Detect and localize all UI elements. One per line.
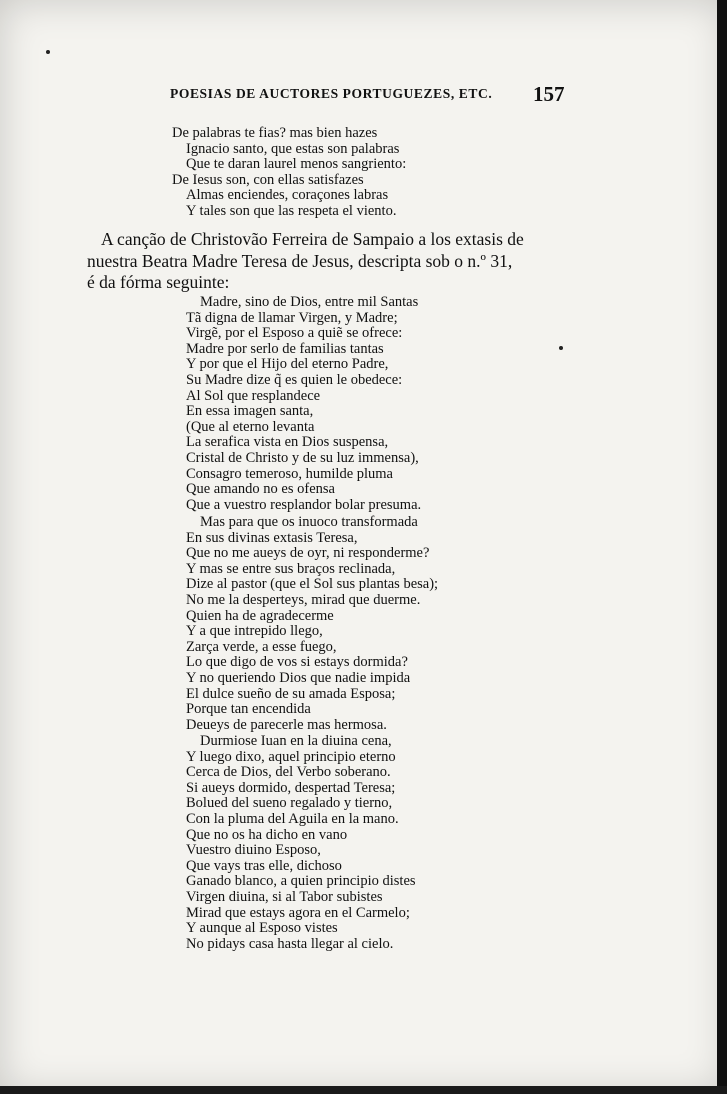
verse-line: Virgẽ, por el Esposo a quiẽ se ofrece: xyxy=(186,325,403,342)
verse-line: No pidays casa hasta llegar al cielo. xyxy=(186,935,394,952)
verse-line: De Iesus son, con ellas satisfazes xyxy=(172,171,364,188)
intro-line: nuestra Beatra Madre Teresa de Jesus, descripta sob o n.º 31, xyxy=(87,250,513,271)
verse-line: Y aunque al Esposo vistes xyxy=(186,920,338,937)
verse-line: Y tales son que las respeta el viento. xyxy=(186,202,397,219)
verse-line: Al Sol que resplandece xyxy=(186,387,321,404)
verse-line: Que amando no es ofensa xyxy=(186,481,335,498)
verse-line: No me la desperteys, mirad que duerme. xyxy=(186,591,421,608)
scan-speck xyxy=(46,50,50,54)
verse-line: Que no me aueys de oyr, ni responderme? xyxy=(186,545,430,562)
scan-speck xyxy=(559,346,563,350)
verse-line: En sus divinas extasis Teresa, xyxy=(186,529,358,546)
verse-line: Con la pluma del Aguila en la mano. xyxy=(186,810,399,827)
verse-line: Bolued del sueno regalado y tierno, xyxy=(186,795,393,812)
intro-line: é da fórma seguinte: xyxy=(87,272,230,292)
scan-edge-bottom xyxy=(0,1086,727,1094)
verse-line: Porque tan encendida xyxy=(186,701,311,718)
verse-line: Ignacio santo, que estas son palabras xyxy=(186,140,400,157)
intro-paragraph xyxy=(87,229,565,294)
verse-line: Que a vuestro resplandor bolar presuma. xyxy=(186,496,422,513)
top-stanza xyxy=(172,126,406,220)
verse-line: Virgen diuina, si al Tabor subistes xyxy=(186,888,383,905)
verse-line: Y no queriendo Dios que nadie impida xyxy=(186,669,411,686)
verse-line: Mirad que estays agora en el Carmelo; xyxy=(186,904,410,921)
verse-line: Madre por serlo de familias tantas xyxy=(186,340,384,357)
verse-line: Y a que intrepido llego, xyxy=(186,623,323,640)
scan-edge-right xyxy=(717,0,727,1094)
verse-line: Que vays tras elle, dichoso xyxy=(186,857,342,874)
verse-line: Madre, sino de Dios, entre mil Santas xyxy=(200,294,419,310)
verse-line: Cristal de Christo y de su luz immensa), xyxy=(186,449,419,466)
running-title: POESIAS DE AUCTORES PORTUGUEZES, ETC. xyxy=(170,86,493,101)
verse-line: Y mas se entre sus braços reclinada, xyxy=(186,560,396,577)
verse-line: El dulce sueño de su amada Esposa; xyxy=(186,685,396,702)
verse-line: Zarça verde, a esse fuego, xyxy=(186,638,337,655)
stanza-2 xyxy=(186,515,438,733)
verse-line: Dize al pastor (que el Sol sus plantas besa); xyxy=(186,576,439,593)
verse-line: De palabras te fias? mas bien hazes xyxy=(172,125,378,141)
verse-line: Deueys de parecerle mas hermosa. xyxy=(186,716,387,733)
verse-line: En essa imagen santa, xyxy=(186,403,314,420)
verse-line: Que te daran laurel menos sangriento: xyxy=(186,156,407,173)
verse-line: La serafica vista en Dios suspensa, xyxy=(186,434,389,451)
verse-line: Ganado blanco, a quien principio distes xyxy=(186,873,416,890)
verse-line: Que no os ha dicho en vano xyxy=(186,826,348,843)
verse-line: (Que al eterno levanta xyxy=(186,418,315,435)
verse-line: Consagro temeroso, humilde pluma xyxy=(186,465,393,482)
verse-line: Quien ha de agradecerme xyxy=(186,607,334,624)
verse-line: Tã digna de llamar Virgen, y Madre; xyxy=(186,309,398,326)
verse-line: Almas enciendes, coraçones labras xyxy=(186,187,389,204)
verse-line: Cerca de Dios, del Verbo soberano. xyxy=(186,764,391,781)
intro-line: A canção de Christovão Ferreira de Sampaio a los extasis de xyxy=(101,229,524,249)
verse-line: Su Madre dize q̃ es quien le obedece: xyxy=(186,371,403,388)
verse-line: Vuestro diuino Esposo, xyxy=(186,842,321,859)
verse-line: Mas para que os inuoco transformada xyxy=(200,514,418,530)
stanza-1 xyxy=(186,295,421,513)
verse-line: Si aueys dormido, despertad Teresa; xyxy=(186,779,396,796)
page-number: 157 xyxy=(533,82,565,106)
verse-line: Y luego dixo, aquel principio eterno xyxy=(186,748,396,765)
verse-line: Durmiose Iuan en la diuina cena, xyxy=(200,733,392,749)
stanza-3 xyxy=(186,734,416,952)
verse-line: Y por que el Hijo del eterno Padre, xyxy=(186,356,389,373)
verse-line: Lo que digo de vos si estays dormida? xyxy=(186,654,408,671)
